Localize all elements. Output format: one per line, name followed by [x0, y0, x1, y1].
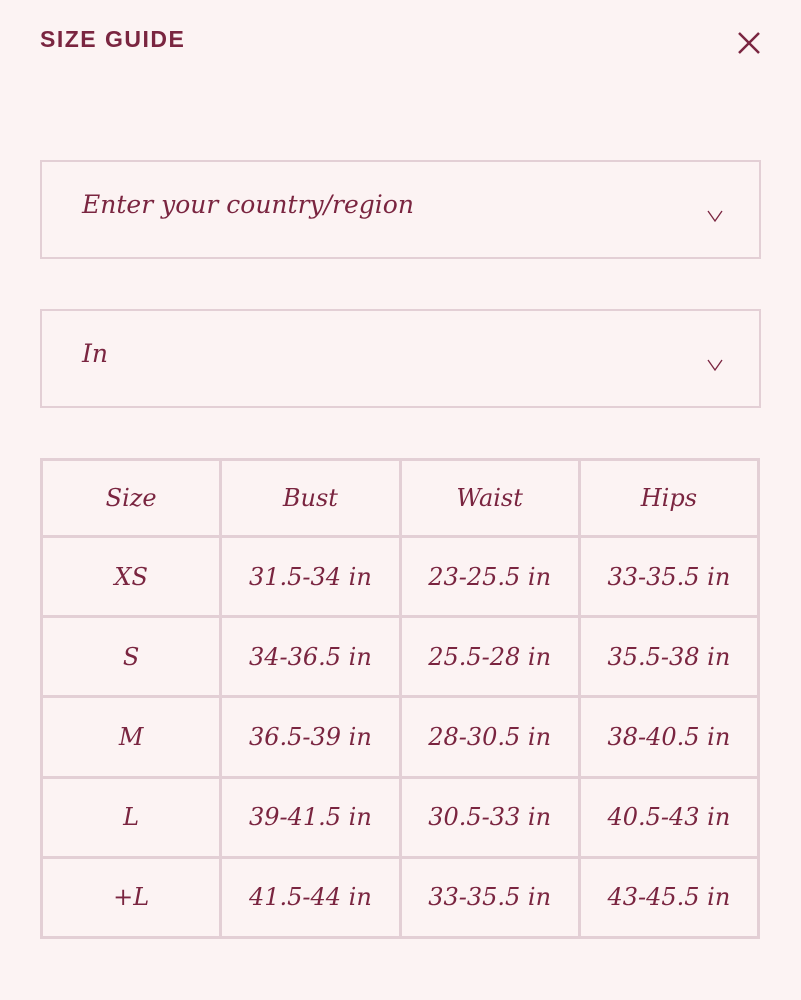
table-row — [42, 617, 759, 697]
bust-cell: 31.5-34 in — [221, 537, 400, 617]
chevron-down-icon — [707, 359, 723, 371]
waist-cell: 28-30.5 in — [400, 697, 579, 777]
page-title: SIZE GUIDE — [40, 26, 186, 52]
close-icon — [734, 28, 764, 58]
size-table — [40, 458, 760, 939]
hips-cell: 40.5-43 in — [579, 777, 758, 857]
chevron-down-icon — [707, 210, 723, 222]
size-cell: L — [42, 777, 221, 857]
column-header-size: Size — [42, 460, 221, 537]
bust-cell: 34-36.5 in — [221, 617, 400, 697]
waist-cell: 25.5-28 in — [400, 617, 579, 697]
table-header-row — [42, 460, 759, 537]
country-region-select[interactable] — [40, 160, 761, 259]
bust-cell: 36.5-39 in — [221, 697, 400, 777]
waist-cell: 33-35.5 in — [400, 857, 579, 937]
table-row — [42, 537, 759, 617]
waist-cell: 23-25.5 in — [400, 537, 579, 617]
country-region-placeholder: Enter your country/region — [82, 190, 414, 219]
column-header-waist: Waist — [400, 460, 579, 537]
hips-cell: 35.5-38 in — [579, 617, 758, 697]
hips-cell: 38-40.5 in — [579, 697, 758, 777]
waist-cell: 30.5-33 in — [400, 777, 579, 857]
size-cell: XS — [42, 537, 221, 617]
close-button[interactable] — [734, 28, 764, 58]
hips-cell: 33-35.5 in — [579, 537, 758, 617]
table-row — [42, 697, 759, 777]
table-row — [42, 777, 759, 857]
column-header-hips: Hips — [579, 460, 758, 537]
table-row — [42, 857, 759, 937]
size-cell: +L — [42, 857, 221, 937]
hips-cell: 43-45.5 in — [579, 857, 758, 937]
bust-cell: 39-41.5 in — [221, 777, 400, 857]
bust-cell: 41.5-44 in — [221, 857, 400, 937]
size-cell: S — [42, 617, 221, 697]
unit-value: In — [82, 339, 108, 368]
unit-select[interactable] — [40, 309, 761, 408]
size-cell: M — [42, 697, 221, 777]
column-header-bust: Bust — [221, 460, 400, 537]
